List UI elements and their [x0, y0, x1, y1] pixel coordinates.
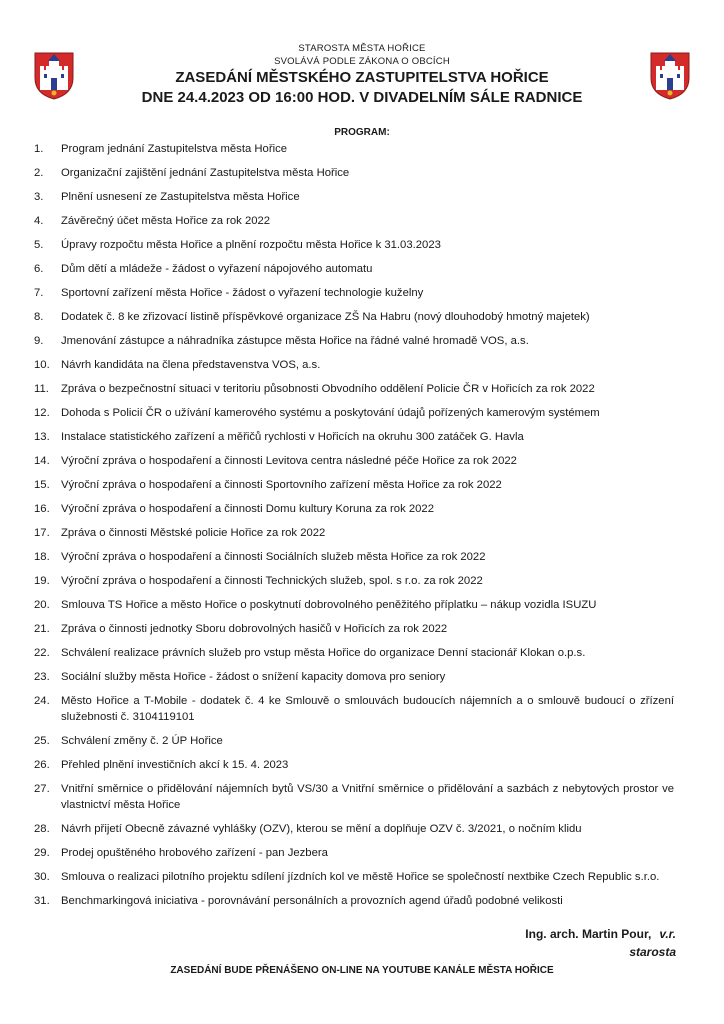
item-number: 15. [34, 479, 50, 491]
list-item [34, 733, 674, 749]
meeting-title: ZASEDÁNÍ MĚSTSKÉHO ZASTUPITELSTVA HOŘICE [175, 69, 549, 86]
item-number: 17. [34, 527, 50, 539]
item-number: 5. [34, 239, 44, 251]
list-item [34, 621, 674, 637]
item-number: 19. [34, 575, 50, 587]
item-number: 21. [34, 623, 50, 635]
item-number: 6. [34, 263, 44, 275]
item-number: 23. [34, 671, 50, 683]
item-text: Organizační zajištění jednání Zastupitelstva města Hořice [61, 167, 350, 179]
item-text: Závěrečný účet města Hořice za rok 2022 [61, 215, 271, 227]
footer-note: ZASEDÁNÍ BUDE PŘENÁŠENO ON-LINE NA YOUTUBE KANÁLE MĚSTA HOŘICE [170, 965, 554, 976]
list-item [34, 189, 674, 205]
list-item [34, 357, 674, 373]
item-text: Benchmarkingová iniciativa - porovnávání personálních a provozních agend úřadů podobné velikosti [61, 895, 563, 907]
item-text: Smlouva TS Hořice a město Hořice o poskytnutí dobrovolného peněžitého příplatku – nákup vozidla ISUZU [61, 599, 597, 611]
item-number: 2. [34, 167, 44, 179]
item-text: Dům dětí a mládeže - žádost o vyřazení nápojového automatu [61, 263, 373, 275]
item-number: 3. [34, 191, 44, 203]
program-list [34, 141, 674, 917]
list-item [34, 781, 674, 813]
signature-name-text: Ing. arch. Martin Pour, [525, 927, 652, 941]
list-item [34, 645, 674, 661]
item-text: Výroční zpráva o hospodaření a činnosti Sociálních služeb města Hořice za rok 2022 [61, 551, 486, 563]
item-text: Jmenování zástupce a náhradníka zástupce města Hořice na řádné valné hromadě VOS, a.s. [61, 335, 529, 347]
item-text: Program jednání Zastupitelstva města Hořice [61, 143, 288, 155]
item-number: 24. [34, 695, 50, 707]
item-text: Výroční zpráva o hospodaření a činnosti Domu kultury Koruna za rok 2022 [61, 503, 435, 515]
list-item [34, 213, 674, 229]
program-label: PROGRAM: [334, 127, 390, 138]
list-item [34, 333, 674, 349]
list-item [34, 821, 674, 837]
header-line-2: SVOLÁVÁ PODLE ZÁKONA O OBCÍCH [274, 56, 450, 67]
item-text: Úpravy rozpočtu města Hořice a plnění rozpočtu města Hořice k 31.03.2023 [61, 239, 441, 251]
list-item [34, 525, 674, 541]
list-item [34, 501, 674, 517]
header-line-1: STAROSTA MĚSTA HOŘICE [298, 43, 426, 54]
item-number: 27. [34, 783, 50, 795]
list-item [34, 141, 674, 157]
list-item [34, 237, 674, 253]
item-number: 11. [34, 383, 49, 395]
list-item [34, 757, 674, 773]
list-item [34, 261, 674, 277]
list-item [34, 845, 674, 861]
item-text: Výroční zpráva o hospodaření a činnosti Technických služeb, spol. s r.o. za rok 2022 [61, 575, 483, 587]
list-item [34, 165, 674, 181]
list-item [34, 893, 674, 909]
document-header [0, 42, 724, 108]
item-text: Vnitřní směrnice o přidělování nájemních bytů VS/30 a Vnitřní směrnice o přidělování a sazbách z nebytových prostor ve vlastnictví města Hořice [61, 783, 674, 811]
item-number: 7. [34, 287, 44, 299]
item-text: Výroční zpráva o hospodaření a činnosti Levitova centra následné péče Hořice za rok 2022 [61, 455, 517, 467]
signature-name [525, 927, 676, 941]
list-item [34, 669, 674, 685]
item-number: 28. [34, 823, 50, 835]
item-text: Zpráva o bezpečnostní situaci v teritoriu působnosti Obvodního oddělení Policie ČR v Hořicích za rok 2022 [61, 383, 595, 395]
item-number: 31. [34, 895, 50, 907]
item-text: Město Hořice a T-Mobile - dodatek č. 4 ke Smlouvě o smlouvách budoucích nájemních a o smlouvě budoucí o zřízení služebnosti č. 3104119101 [61, 695, 674, 723]
item-text: Návrh přijetí Obecně závazné vyhlášky (OZV), kterou se mění a doplňuje OZV č. 3/2021, o nočním klidu [61, 823, 582, 835]
item-number: 22. [34, 647, 50, 659]
item-text: Schválení realizace právních služeb pro vstup města Hořice do organizace Denní stacionář Klokan o.p.s. [61, 647, 586, 659]
list-item [34, 405, 674, 421]
list-item [34, 869, 674, 885]
item-text: Návrh kandidáta na člena představenstva VOS, a.s. [61, 359, 321, 371]
list-item [34, 573, 674, 589]
item-text: Dodatek č. 8 ke zřizovací listině příspěvkové organizace ZŠ Na Habru (nový dlouhodobý hmotný majetek) [61, 311, 590, 323]
item-number: 10. [34, 359, 50, 371]
list-item [34, 597, 674, 613]
item-text: Zpráva o činnosti Městské policie Hořice za rok 2022 [61, 527, 326, 539]
item-number: 14. [34, 455, 50, 467]
list-item [34, 285, 674, 301]
item-text: Sportovní zařízení města Hořice - žádost o vyřazení technologie kuželny [61, 287, 424, 299]
item-number: 16. [34, 503, 50, 515]
item-number: 1. [34, 143, 44, 155]
item-number: 12. [34, 407, 50, 419]
signature-vr: v.r. [659, 927, 676, 941]
item-number: 8. [34, 311, 44, 323]
item-text: Sociální služby města Hořice - žádost o snížení kapacity domova pro seniory [61, 671, 446, 683]
item-number: 4. [34, 215, 44, 227]
list-item [34, 453, 674, 469]
item-text: Prodej opuštěného hrobového zařízení - pan Jezbera [61, 847, 328, 859]
item-number: 18. [34, 551, 50, 563]
list-item [34, 381, 674, 397]
item-text: Schválení změny č. 2 ÚP Hořice [61, 735, 223, 747]
item-text: Přehled plnění investičních akcí k 15. 4. 2023 [61, 759, 289, 771]
list-item [34, 429, 674, 445]
item-text: Výroční zpráva o hospodaření a činnosti Sportovního zařízení města Hořice za rok 2022 [61, 479, 502, 491]
list-item [34, 477, 674, 493]
item-text: Instalace statistického zařízení a měřičů rychlosti v Hořicích na okruhu 300 zatáček G. Havla [61, 431, 524, 443]
signature-role: starosta [629, 945, 676, 959]
item-number: 29. [34, 847, 50, 859]
item-text: Plnění usnesení ze Zastupitelstva města Hořice [61, 191, 300, 203]
item-text: Smlouva o realizaci pilotního projektu sdílení jízdních kol ve městě Hořice se společností nextbike Czech Republic s.r.o. [61, 871, 660, 883]
item-text: Zpráva o činnosti jednotky Sboru dobrovolných hasičů v Hořicích za rok 2022 [61, 623, 448, 635]
item-number: 9. [34, 335, 44, 347]
list-item [34, 549, 674, 565]
list-item [34, 693, 674, 725]
item-number: 26. [34, 759, 50, 771]
item-number: 25. [34, 735, 50, 747]
item-number: 30. [34, 871, 50, 883]
list-item [34, 309, 674, 325]
item-number: 20. [34, 599, 50, 611]
item-text: Dohoda s Policií ČR o užívání kamerového systému a poskytování údajů pořízených kamerovým systémem [61, 407, 600, 419]
meeting-date-place: DNE 24.4.2023 OD 16:00 HOD. V DIVADELNÍM SÁLE RADNICE [141, 89, 583, 106]
item-number: 13. [34, 431, 50, 443]
